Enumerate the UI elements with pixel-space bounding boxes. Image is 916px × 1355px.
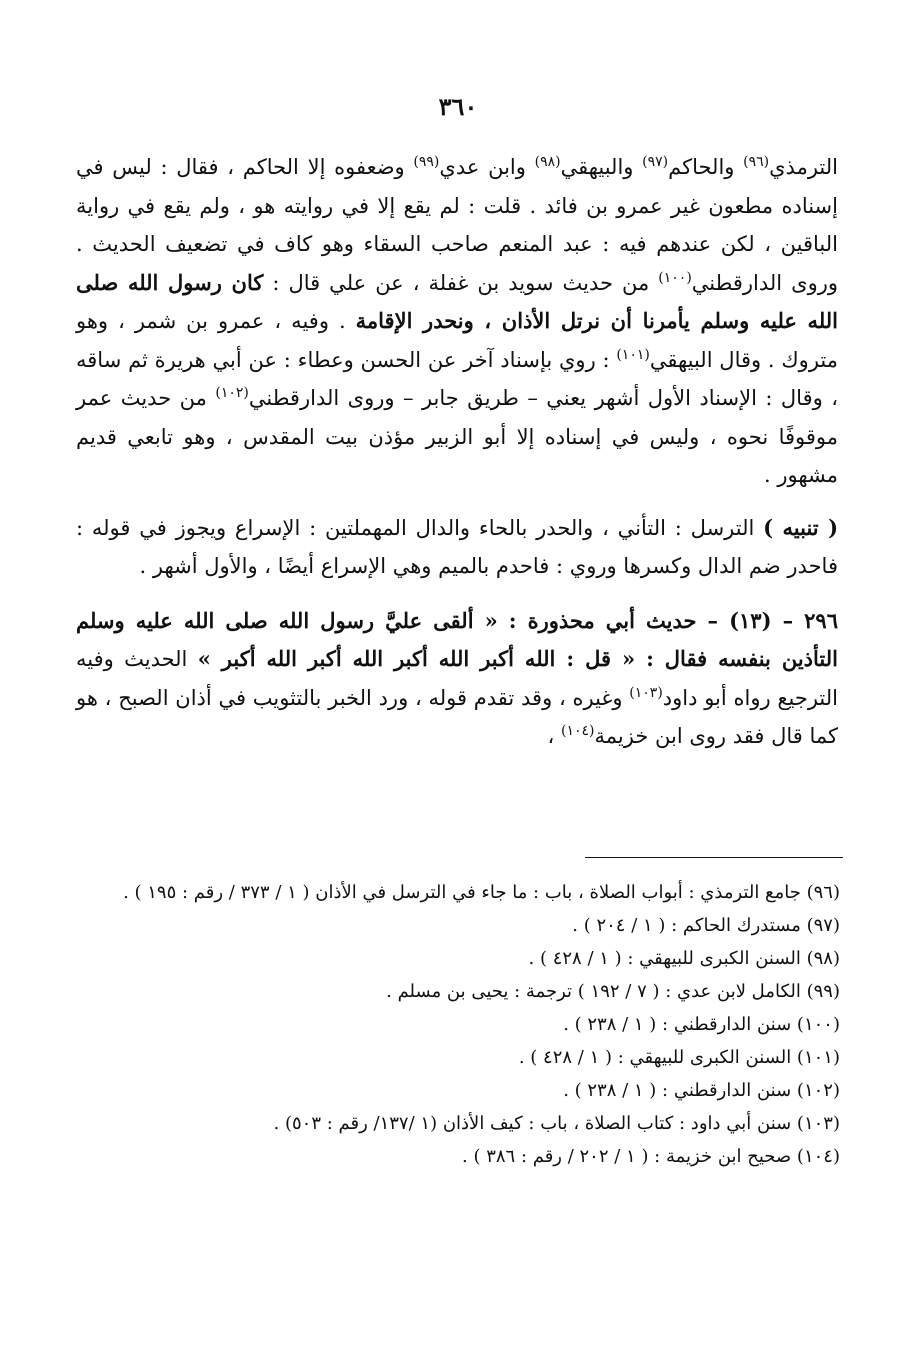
text-run: من حديث عمر موقوفًا نحوه ، وليس في إسناده إلا أبو الزبير مؤذن بيت المقدس ، وهو تابعي قديم مشهور . [76,386,838,487]
page-number: ٣٦٠ [438,92,478,121]
footnote-102: (١٠٢) سنن الدارقطني : ( ١ / ٢٣٨ ) . [563,1080,840,1101]
footnote-98: (٩٨) السنن الكبرى للبيهقي : ( ١ / ٤٢٨ ) . [528,948,840,969]
text-run: وضعفوه إلا الحاكم ، فقال : ليس في إسناده مطعون غير عمرو بن فائد . قلت : لم يقع إلا في روايته هو ، ولم يقع في رواية الباقين ، لكن عندهم فيه : عبد المنعم صاحب السقاء وهو كاف في تضعيف الحديث . وروى الدارقطني [76,155,838,295]
footnote-104: (١٠٤) صحيح ابن خزيمة : ( ١ / ٢٠٢ / رقم : ٣٨٦ ) . [462,1146,840,1167]
footnote-ref-102: (١٠٢) [215,385,249,401]
text-run: من حديث سويد بن غفلة ، عن علي قال : [263,270,659,295]
paragraph-hadith-296 [76,602,838,756]
footnote-ref-103: (١٠٣) [629,684,663,701]
text-run: الترسل : التأني ، والحدر بالحاء والدال المهملتين : الإسراع ويجوز في قوله : فاحدر ضم الدال وكسرها وروي : فاحدم بالميم وهي الإسراع أيضًا ، والأول أشهر . [76,515,838,578]
footnote-103: (١٠٣) سنن أبي داود : كتاب الصلاة ، باب : كيف الأذان (١ /١٣٧/ رقم : ٥٠٣) . [273,1113,840,1134]
main-text [76,148,838,756]
text-run: : روي بإسناد آخر عن الحسن وعطاء : عن أبي هريرة ثم ساقه ، وقال : الإسناد الأول أشهر يعني – طريق جابر – وروى الدارقطني [76,347,838,410]
text-run: . وفيه ، عمرو بن شمر ، وهو متروك . وقال البيهقي [76,309,838,372]
footnote-ref-97: (٩٧) [642,154,669,170]
footnote-99: (٩٩) الكامل لابن عدي : ( ٧ / ١٩٢ ) ترجمة : يحيى بن مسلم . [386,981,840,1002]
hadith-heading: ٢٩٦ – (١٣) – حديث أبي محذورة : « ألقى عليَّ رسول الله صلى الله عليه وسلم التأذين بنفسه فقال : « قل : الله أكبر الله أكبر الله أكبر الله أكبر » [76,607,838,671]
paragraph-takhrij [76,148,838,495]
footnote-ref-98: (٩٨) [534,154,561,170]
text-run: والبيهقي [560,155,643,179]
footnote-101: (١٠١) السنن الكبرى للبيهقي : ( ١ / ٤٢٨ ) . [518,1047,840,1068]
footnote-ref-96: (٩٦) [743,154,770,170]
text-run: ، [547,724,561,748]
tanbih-label: ( تنبيه ) [763,514,838,540]
text-run: الحديث وفيه الترجيع رواه أبو داود [76,647,838,710]
text-run: والحاكم [668,155,744,179]
footnote-ref-99: (٩٩) [413,154,440,170]
footnote-ref-101: (١٠١) [616,346,650,363]
hadith-text-bold: كان رسول الله صلى الله عليه وسلم يأمرنا أن نرتل الأذان ، ونحدر الإقامة [76,269,839,333]
footnote-ref-100: (١٠٠) [658,269,692,286]
text-run: الترمذي [769,155,838,179]
footnote-ref-104: (١٠٤) [561,723,595,739]
footnote-96: (٩٦) جامع الترمذي : أبواب الصلاة ، باب : ما جاء في الترسل في الأذان ( ١ / ٣٧٣ / رقم : ١٩٥ ) . [123,882,840,903]
text-run: وغيره ، وقد تقدم قوله ، ورد الخبر بالتثويب في أذان الصبح ، هو كما قال فقد روى ابن خزيمة [76,685,838,748]
footnote-100: (١٠٠) سنن الدارقطني : ( ١ / ٢٣٨ ) . [563,1014,840,1035]
footnotes [76,876,840,1173]
paragraph-tanbih [76,509,838,586]
footnote-97: (٩٧) مستدرك الحاكم : ( ١ / ٢٠٤ ) . [572,915,840,936]
text-run: وابن عدي [439,155,535,179]
footnote-divider [585,857,843,858]
